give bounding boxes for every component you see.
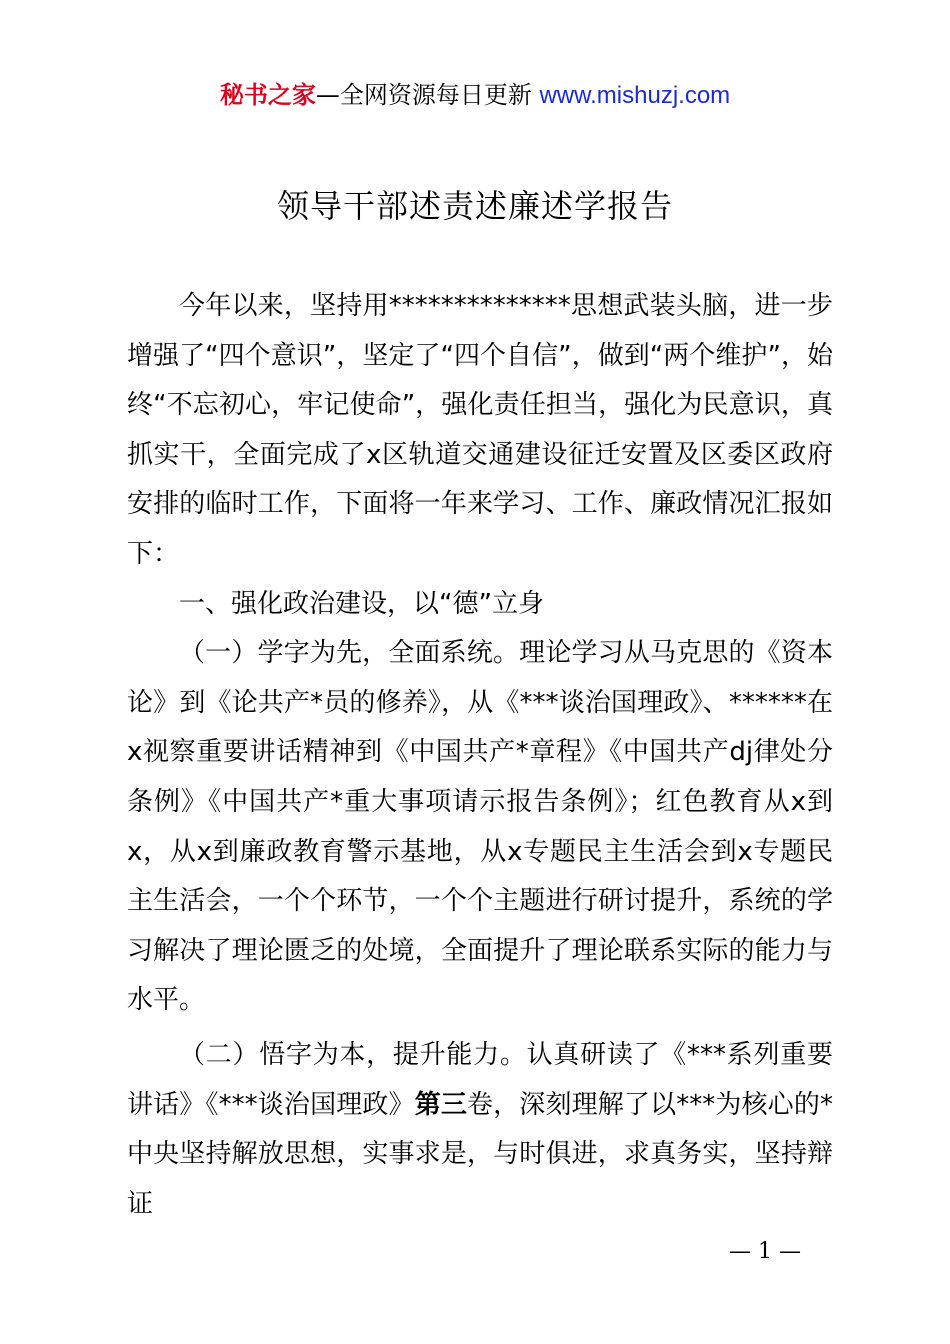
page-number: — 1 — (729, 1239, 801, 1264)
paragraph-understanding-part-a: （二）悟字为本，提升能力。认真研读了《***系列重要讲话》《***谈治国理政》 (127, 1039, 833, 1120)
document-title: 领导干部述责述廉述学报告 (276, 187, 673, 225)
site-header (0, 78, 950, 113)
section-heading-1: 一、强化政治建设，以“德”立身 (179, 588, 544, 619)
site-brand: 秘书之家 (219, 81, 316, 109)
site-tagline: —全网资源每日更新 (315, 81, 540, 109)
paragraph-understanding-bold: 第三 (414, 1089, 467, 1120)
site-url-link[interactable]: www.mishuzj.com (539, 82, 731, 109)
document-body (127, 282, 833, 1229)
paragraph-intro: 今年以来，坚持用**************思想武装头脑，进一步增强了“四个意识”，坚定了“四个自信”，做到“两个维护”，始终“不忘初心，牢记使命”，强化责任担当，强化为民意识，真抓实干，全面完成了x区轨道交通建设征迁安置及区委区政府安排的临时工作，下面将一年来学习、工作、廉政情况汇报如下： (127, 291, 833, 569)
paragraph-understanding-part-b: 卷，深刻理解了以***为核心的*中央坚持解放思想，实事求是，与时俱进，求真务实，坚持辩证 (127, 1089, 833, 1219)
paragraph-study: （一）学字为先，全面系统。理论学习从马克思的《资本论》到《论共产*员的修养》，从《***谈治国理政》、******在x视察重要讲话精神到《中国共产*章程》《中国共产dj律处分条例》《中国共产*重大事项请示报告条例》；红色教育从x到x，从x到廉政教育警示基地，从x专题民主生活会到x专题民主生活会，一个个环节，一个个主题进行研讨提升，系统的学习解决了理论匮乏的处境，全面提升了理论联系实际的能力与水平。 (127, 638, 833, 1016)
paragraph-understanding (127, 1031, 833, 1229)
